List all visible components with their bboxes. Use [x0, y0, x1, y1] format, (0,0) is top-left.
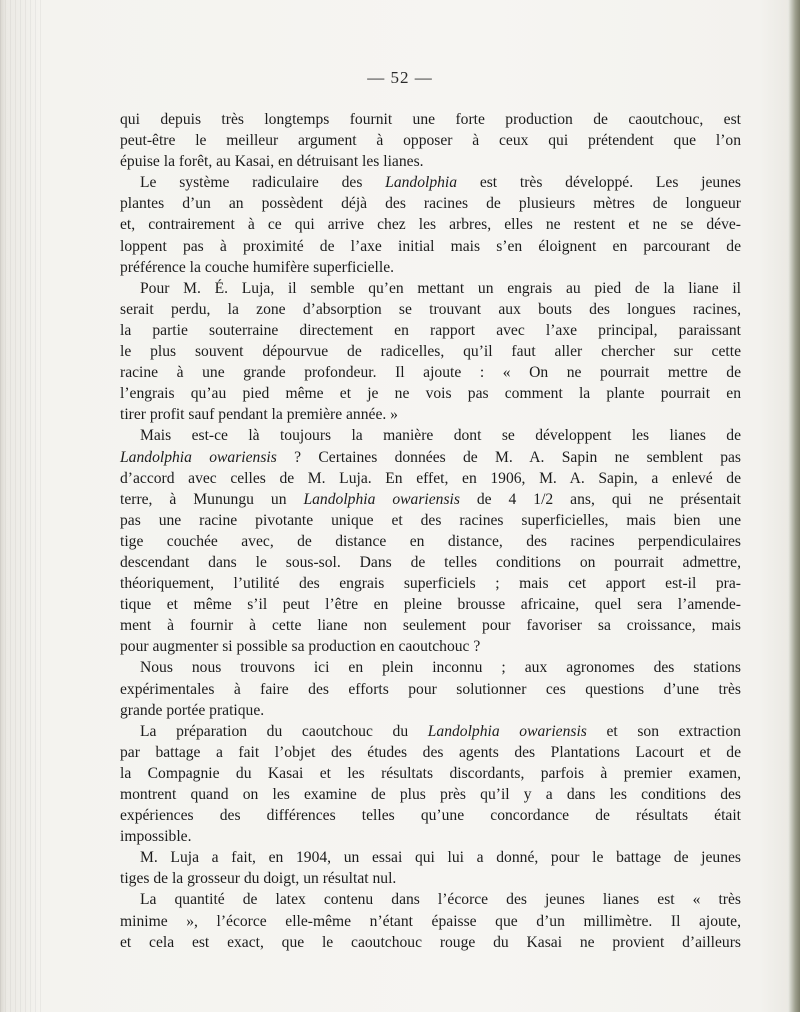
- species-name: Landolphia: [385, 174, 458, 192]
- text-line: [120, 615, 741, 636]
- text-line: [120, 425, 741, 446]
- text-segment: montrent quand on les examine de plus près qu’il y a dans les conditions des: [120, 786, 741, 803]
- text-line: [120, 742, 741, 763]
- text-line: [120, 700, 741, 721]
- text-line: [120, 404, 741, 425]
- text-line: [120, 552, 741, 573]
- text-line: [120, 193, 741, 214]
- text-segment: La préparation du caoutchouc du: [140, 722, 428, 740]
- text-segment: la partie souterraine directement en rapport avec l’axe principal, paraissant: [120, 321, 741, 339]
- text-segment: et cela est exact, que le caoutchouc rouge du Kasai ne provient d’ailleurs: [120, 933, 741, 951]
- text-segment: minime », l’écorce elle-même n’étant épaisse que d’un millimètre. Il ajoute,: [120, 912, 741, 930]
- text-segment: expérimentales à faire des efforts pour solutionner ces questions d’une très: [120, 680, 741, 698]
- species-name: Landolphia owariensis: [427, 722, 587, 740]
- text-line: [120, 679, 741, 700]
- text-segment: par battage a fait l’objet des études des agents des Plantations Lacourt et de: [120, 743, 741, 761]
- text-segment: loppent pas à proximité de l’axe initial mais s’en éloignent en parcourant de: [120, 237, 741, 255]
- text-segment: M. Luja a fait, en 1904, un essai qui lui a donné, pour le battage de jeunes: [140, 849, 741, 867]
- text-segment: est très développé. Les jeunes: [457, 174, 741, 192]
- text-line: [120, 847, 741, 868]
- species-name: Landolphia owariensis: [120, 448, 277, 466]
- text-segment: tirer profit sauf pendant la première année. »: [120, 406, 398, 424]
- text-line: [120, 805, 741, 826]
- text-line: [120, 362, 741, 383]
- text-segment: descendant dans le sous-sol. Dans de telles conditions on pourrait admettre,: [120, 553, 741, 571]
- text-segment: tiges de la grosseur du doigt, un résultat nul.: [120, 870, 397, 888]
- text-segment: pas une racine pivotante unique et des racines superficielles, mais bien une: [120, 511, 741, 529]
- text-line: [120, 784, 741, 805]
- text-line: [120, 510, 741, 531]
- text-segment: peut-être le meilleur argument à opposer à ceux qui prétendent que l’on: [120, 132, 741, 150]
- text-segment: La quantité de latex contenu dans l’écorce des jeunes lianes est « très: [140, 891, 741, 909]
- text-line: [120, 573, 741, 594]
- text-line: [120, 932, 741, 953]
- text-segment: expériences des différences telles qu’une concordance de résultats était: [120, 807, 741, 825]
- text-line: [120, 657, 741, 678]
- text-segment: racine à une grande profondeur. Il ajoute : « On ne pourrait mettre de: [120, 364, 741, 382]
- text-line: [120, 257, 741, 278]
- text-line: [120, 278, 741, 299]
- text-segment: impossible.: [120, 828, 192, 846]
- text-line: [120, 172, 741, 193]
- body-text: [120, 109, 741, 953]
- text-segment: grande portée pratique.: [120, 701, 265, 719]
- text-segment: la Compagnie du Kasai et les résultats discordants, parfois à premier examen,: [120, 764, 741, 782]
- text-segment: épuise la forêt, au Kasai, en détruisant les lianes.: [120, 153, 424, 171]
- text-segment: terre, à Munungu un: [120, 490, 304, 508]
- text-segment: de 4 1/2 ans, qui ne présentait: [459, 490, 741, 508]
- text-segment: l’engrais qu’au pied même et je ne vois pas comment la plante pourrait en: [120, 385, 741, 403]
- text-line: [120, 889, 741, 910]
- text-line: [120, 911, 741, 932]
- text-segment: serait perdu, la zone d’absorption se trouvant aux bouts des longues racines,: [120, 300, 741, 318]
- text-segment: pour augmenter si possible sa production en caoutchouc ?: [120, 638, 481, 656]
- text-line: [120, 320, 741, 341]
- text-line: [120, 531, 741, 552]
- text-segment: théoriquement, l’utilité des engrais superficiels ; mais cet apport est-il pra-: [120, 575, 741, 593]
- page-number: — 52 —: [367, 68, 433, 87]
- text-segment: ? Certaines données de M. A. Sapin ne semblent pas: [276, 448, 742, 466]
- text-line: [120, 447, 741, 468]
- text-segment: préférence la couche humifère superficielle.: [120, 258, 395, 276]
- text-line: [120, 341, 741, 362]
- text-line: [120, 468, 741, 489]
- text-line: [120, 636, 741, 657]
- text-line: [120, 763, 741, 784]
- text-line: [120, 489, 741, 510]
- text-segment: et, contrairement à ce qui arrive chez les arbres, elles ne restent et ne se déve-: [120, 216, 741, 234]
- text-segment: Mais est-ce là toujours la manière dont se développent les lianes de: [140, 427, 741, 445]
- text-line: [120, 826, 741, 847]
- text-line: [120, 868, 741, 889]
- text-segment: Nous nous trouvons ici en plein inconnu ; aux agronomes des stations: [140, 659, 741, 677]
- text-segment: d’accord avec celles de M. Luja. En effet, en 1906, M. A. Sapin, a enlevé de: [120, 469, 741, 487]
- text-line: [120, 130, 741, 151]
- text-segment: qui depuis très longtemps fournit une forte production de caoutchouc, est: [120, 111, 741, 128]
- text-line: [120, 721, 741, 742]
- text-segment: tique et même s’il peut l’être en pleine brousse africaine, quel sera l’amende-: [120, 596, 741, 614]
- text-line: [120, 594, 741, 615]
- text-line: [120, 383, 741, 404]
- text-segment: plantes d’un an possèdent déjà des racines de plusieurs mètres de longueur: [120, 195, 741, 213]
- text-line: [120, 299, 741, 320]
- text-line: [120, 236, 741, 257]
- text-line: [120, 151, 741, 172]
- page-edge: [788, 0, 800, 1012]
- text-segment: et son extraction: [586, 722, 741, 740]
- text-segment: Le système radiculaire des: [140, 174, 386, 192]
- text-segment: ment à fournir à cette liane non seulement pour favoriser sa croissance, mais: [120, 617, 741, 635]
- species-name: Landolphia owariensis: [303, 490, 460, 508]
- text-line: [120, 109, 741, 130]
- text-segment: le plus souvent dépourvue de radicelles, qu’il faut aller chercher sur cette: [120, 343, 741, 361]
- text-segment: Pour M. É. Luja, il semble qu’en mettant un engrais au pied de la liane il: [140, 279, 741, 297]
- text-line: [120, 214, 741, 235]
- page-binding-shadow: [0, 0, 42, 1012]
- text-segment: tige couchée avec, de distance en distance, des racines perpendiculaires: [120, 532, 741, 550]
